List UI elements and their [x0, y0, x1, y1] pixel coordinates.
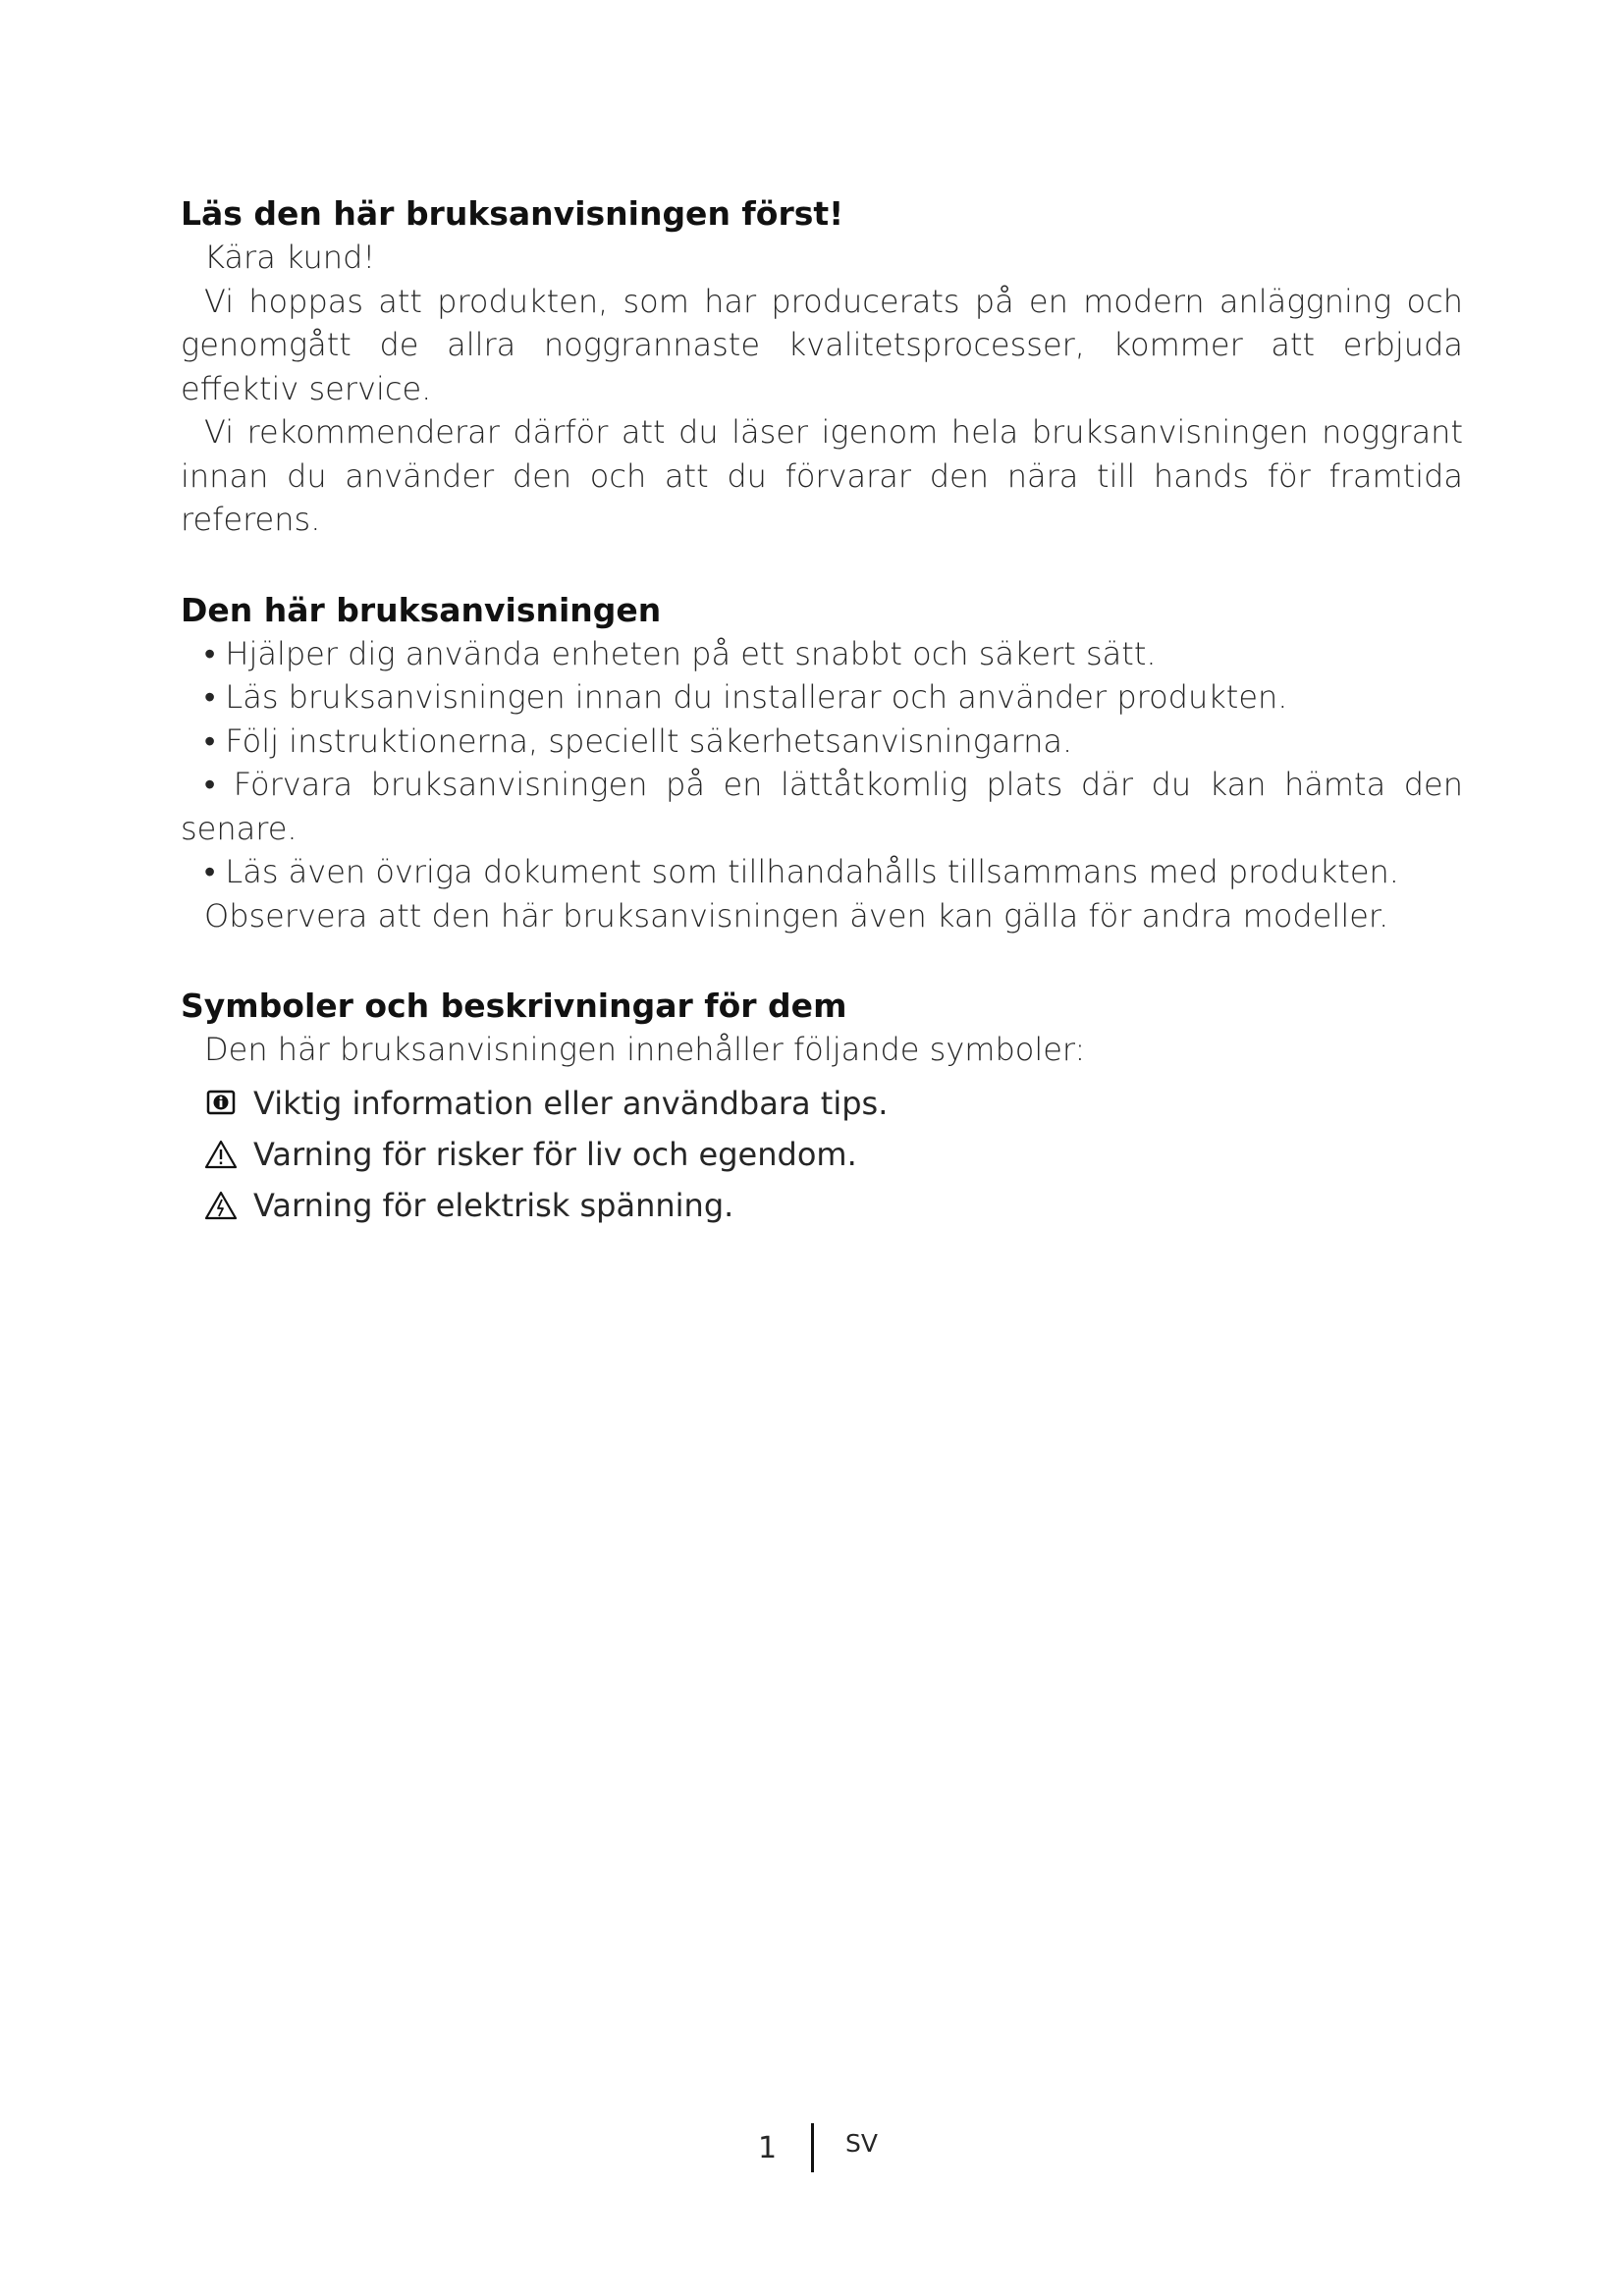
paragraph: Vi hoppas att produkten, som har producerats på en modern anläggning och genomgått de allra noggrannaste kvalitetsprocesser, kommer att erbjuda effektiv service. [181, 282, 1463, 407]
document-page [181, 192, 1463, 1231]
section-heading: Den här bruksanvisningen [181, 590, 662, 629]
info-icon [204, 1087, 238, 1120]
paragraph: Vi rekommenderar därför att du läser igenom hela bruksanvisningen noggrant innan du använder den och att du förvarar den nära till hands för framtida referens. [181, 413, 1463, 538]
symbol-row [181, 1078, 1463, 1129]
symbols-intro: Den här bruksanvisningen innehåller följande symboler: [204, 1031, 1086, 1068]
paragraph: Kära kund! [204, 239, 376, 276]
bullet-item: • Följ instruktionerna, speciellt säkerhetsanvisningarna. [181, 720, 1463, 764]
page-number: 1 [758, 2131, 778, 2165]
warning-icon [204, 1138, 238, 1171]
bullet-item: • Läs bruksanvisningen innan du installerar och använder produkten. [181, 675, 1463, 720]
footer-divider [811, 2123, 814, 2172]
symbol-row [181, 1129, 1463, 1180]
symbol-row [181, 1180, 1463, 1231]
section-this-manual [181, 589, 1463, 938]
bullet-item: • Hjälper dig använda enheten på ett snabbt och säkert sätt. [181, 632, 1463, 676]
note-text: Observera att den här bruksanvisningen även kan gälla för andra modeller. [204, 896, 1389, 934]
section-heading: Läs den här bruksanvisningen först! [181, 194, 844, 233]
section-heading: Symboler och beskrivningar för dem [181, 987, 847, 1025]
section-read-first [181, 192, 1463, 542]
page-footer [0, 2123, 1624, 2178]
bullet-item: • Förvara bruksanvisningen på en lättåtkomlig plats där du kan hämta den senare. [181, 763, 1463, 850]
bullet-item: • Läs även övriga dokument som tillhandahålls tillsammans med produkten. [181, 850, 1463, 894]
electric-warning-icon [204, 1189, 238, 1222]
symbol-description: Varning för risker för liv och egendom. [253, 1135, 857, 1173]
language-code: SV [845, 2129, 878, 2158]
symbol-description: Varning för elektrisk spänning. [253, 1186, 734, 1224]
symbol-description: Viktig information eller användbara tips. [253, 1084, 889, 1122]
section-symbols [181, 985, 1463, 1231]
